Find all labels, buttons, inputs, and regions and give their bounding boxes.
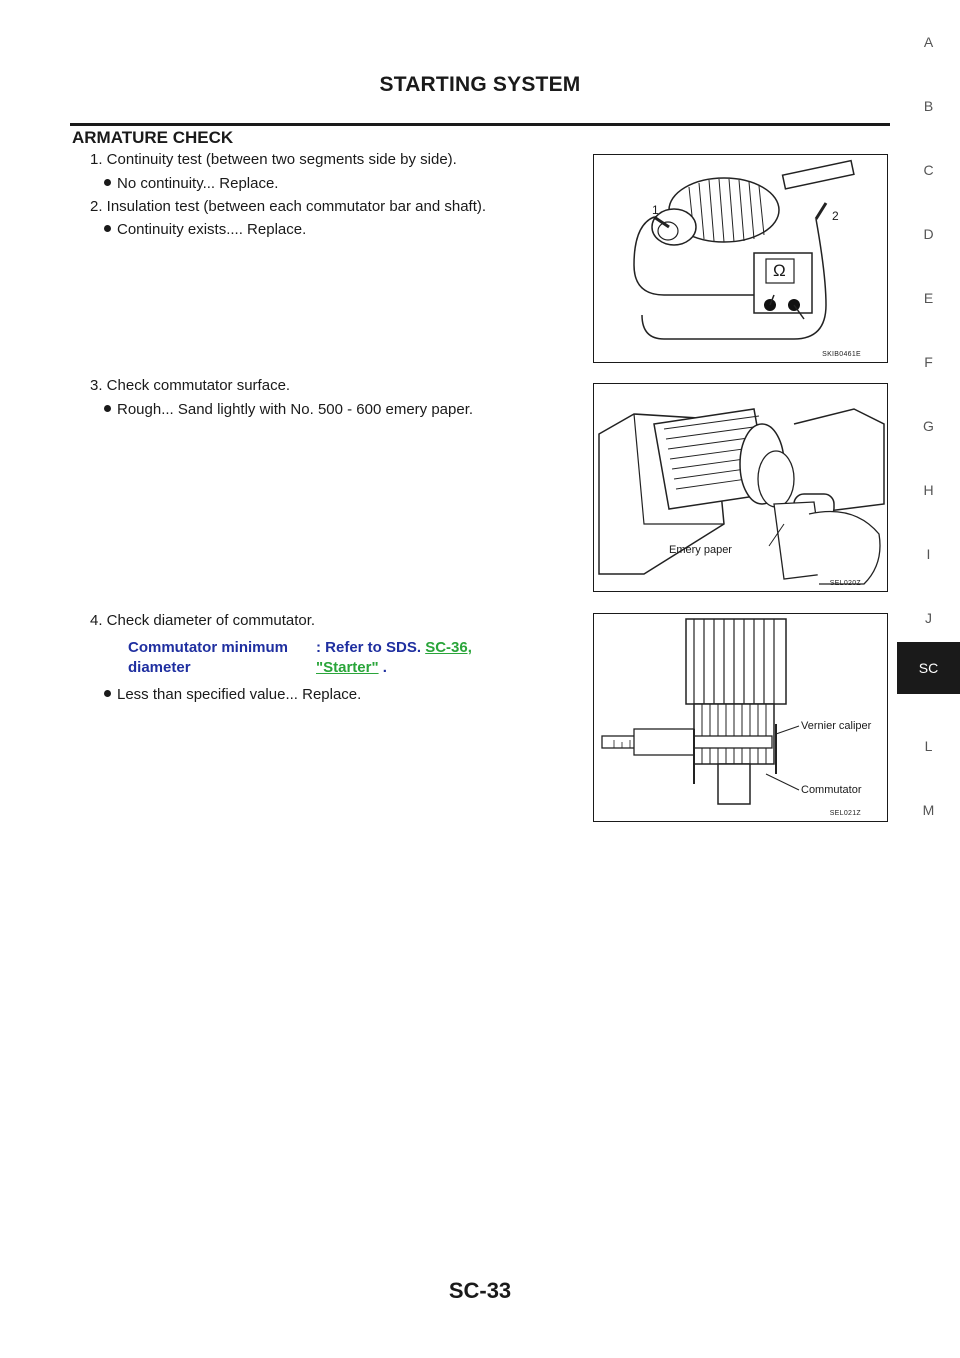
tab-m[interactable]: M bbox=[922, 802, 935, 818]
step-3-text: 3. Check commutator surface. bbox=[90, 377, 291, 394]
step-3-bullet-text: Rough... Sand lightly with No. 500 - 600 emery paper. bbox=[117, 401, 474, 418]
tab-b[interactable]: B bbox=[923, 98, 934, 114]
step-2-bullet bbox=[104, 221, 306, 238]
figure-label-1: 1 bbox=[652, 203, 659, 217]
tab-e[interactable]: E bbox=[923, 290, 934, 306]
step-1-bullet bbox=[104, 175, 278, 192]
page-number: SC-33 bbox=[448, 1278, 512, 1303]
section-title: ARMATURE CHECK bbox=[72, 128, 234, 147]
emery-paper-illustration bbox=[594, 384, 888, 592]
tab-d[interactable]: D bbox=[923, 226, 934, 242]
step-1-text: 1. Continuity test (between two segments side by side). bbox=[90, 151, 457, 168]
sds-link-part1[interactable]: SC-36, bbox=[425, 639, 472, 656]
bullet-dot bbox=[104, 405, 111, 412]
tab-l[interactable]: L bbox=[924, 738, 933, 754]
figure-code: SEL020Z bbox=[829, 580, 861, 587]
bullet-dot bbox=[104, 179, 111, 186]
step-3-bullet bbox=[104, 401, 473, 418]
tab-a[interactable]: A bbox=[923, 34, 934, 50]
tab-f[interactable]: F bbox=[924, 354, 933, 370]
sds-link-part2[interactable]: "Starter" bbox=[316, 659, 379, 676]
page-header-title: STARTING SYSTEM bbox=[379, 73, 581, 96]
tab-sc-active[interactable]: SC bbox=[897, 642, 960, 694]
tab-g[interactable]: G bbox=[923, 418, 934, 434]
tab-c[interactable]: C bbox=[923, 162, 934, 178]
tab-h[interactable]: H bbox=[923, 482, 934, 498]
spec-label-line1: Commutator minimum bbox=[128, 639, 289, 656]
spec-label bbox=[128, 638, 288, 678]
spec-value-prefix: : Refer to SDS. bbox=[316, 639, 422, 656]
commutator-label: Commutator bbox=[801, 784, 862, 796]
armature-tester-illustration bbox=[594, 155, 888, 363]
figure-label-2: 2 bbox=[832, 209, 839, 223]
figure-armature-continuity bbox=[593, 154, 888, 363]
step-4-text: 4. Check diameter of commutator. bbox=[90, 612, 316, 629]
figure-commutator-diameter bbox=[593, 613, 888, 822]
figure-commutator-surface bbox=[593, 383, 888, 592]
step-1-bullet-text: No continuity... Replace. bbox=[117, 175, 279, 192]
tab-i[interactable]: I bbox=[926, 546, 931, 562]
step-2-bullet-text: Continuity exists.... Replace. bbox=[117, 221, 307, 238]
header-divider bbox=[70, 123, 890, 126]
ohm-meter-symbol: Ω bbox=[773, 261, 786, 280]
figure-code: SKIB0461E bbox=[822, 351, 861, 358]
bullet-dot bbox=[104, 690, 111, 697]
step-4-bullet bbox=[104, 686, 361, 703]
spec-value-suffix: . bbox=[382, 659, 387, 676]
emery-paper-label: Emery paper bbox=[669, 544, 732, 556]
vernier-caliper-label: Vernier caliper bbox=[801, 720, 872, 732]
spec-value bbox=[316, 638, 472, 678]
spec-label-line2: diameter bbox=[128, 659, 191, 676]
figure-code: SEL021Z bbox=[829, 810, 861, 817]
tab-j[interactable]: J bbox=[925, 610, 932, 626]
bullet-dot bbox=[104, 225, 111, 232]
step-2-text: 2. Insulation test (between each commutator bar and shaft). bbox=[90, 198, 487, 215]
step-4-bullet-text: Less than specified value... Replace. bbox=[117, 686, 362, 703]
